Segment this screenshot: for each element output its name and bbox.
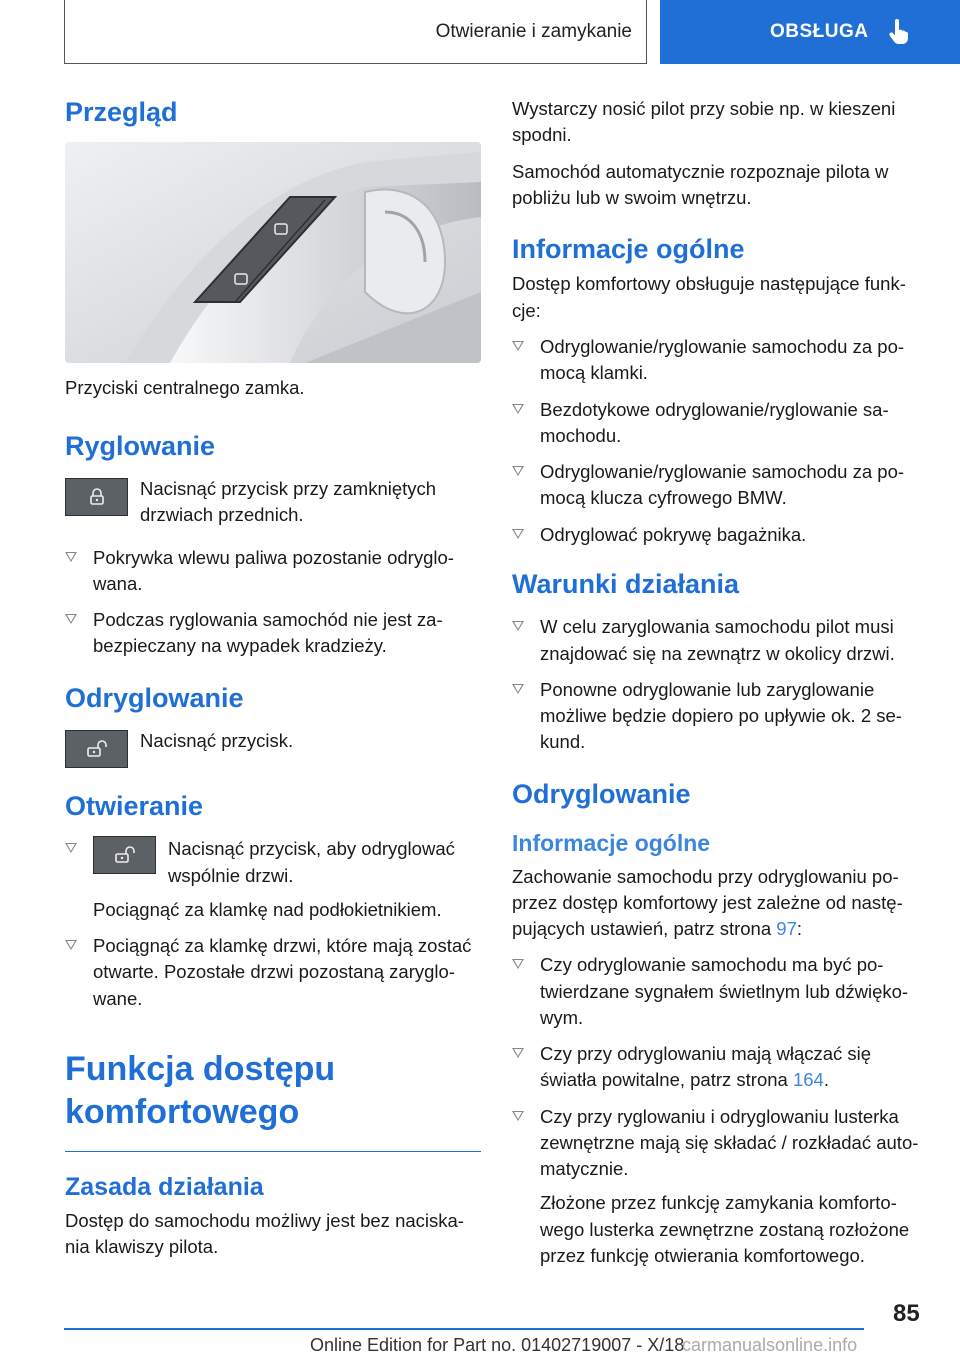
page-link-97[interactable]: 97 <box>776 918 797 940</box>
comfort-unlocking-heading: Odryglowanie <box>512 778 691 809</box>
section-tab-label: OBSŁUGA <box>770 21 869 42</box>
lock-button-text: Nacisnąć przycisk przy zamkniętych drzwiach przednich. <box>140 478 437 526</box>
triangle-bullet-icon <box>512 1111 524 1121</box>
header-box <box>64 0 647 64</box>
unlock-button-text: Nacisnąć przycisk. <box>140 730 294 752</box>
triangle-bullet-icon <box>65 552 77 562</box>
unlock-button-image <box>65 730 128 768</box>
footer-divider <box>64 1328 864 1330</box>
watermark: carmanualsonline.info <box>682 1335 858 1355</box>
door-handle-photo <box>65 142 481 363</box>
list-item: Pokrywka wlewu paliwa pozostanie odryglo-wana. <box>65 545 481 598</box>
list-item: Czy przy odryglowaniu mają włączać się światła powitalne, patrz strona 164. <box>512 1041 926 1094</box>
unlock-button-row <box>65 728 481 768</box>
triangle-bullet-icon <box>65 940 77 950</box>
page-link-164[interactable]: 164 <box>792 1069 824 1091</box>
conditions-list <box>512 614 926 755</box>
triangle-bullet-icon <box>512 466 524 476</box>
list-item: Ponowne odryglowanie lub zaryglowanie możliwe będzie dopiero po upływie ok. 2 se-kund. <box>512 677 926 756</box>
triangle-bullet-icon <box>512 959 524 969</box>
header-title: Otwieranie i zamykanie <box>435 20 632 42</box>
unlock-button-image <box>93 836 156 874</box>
locking-list <box>65 545 481 660</box>
list-item: Odryglowanie/ryglowanie samochodu za po-mocą klamki. <box>512 334 926 387</box>
paragraph: Wystarczy nosić pilot przy sobie np. w kieszeni spodni. <box>512 98 896 146</box>
list-item: Bezdotykowe odryglowanie/ryglowanie sa-mochodu. <box>512 397 926 450</box>
footer-edition: Online Edition for Part no. 01402719007 - X/18 <box>310 1335 685 1355</box>
triangle-bullet-icon <box>65 614 77 624</box>
unlocking-heading: Odryglowanie <box>65 682 244 713</box>
list-item: Czy odryglowanie samochodu ma być po-twierdzane sygnałem świetlnym lub dźwięko-wym. <box>512 952 926 1031</box>
opening-list <box>65 836 481 1012</box>
lock-icon <box>88 488 106 506</box>
list-item: Podczas ryglowania samochód nie jest za-bezpieczany na wypadek kradzieży. <box>65 607 481 660</box>
unlocking-list <box>512 952 926 1269</box>
page-number: 85 <box>893 1300 920 1327</box>
triangle-bullet-icon <box>512 684 524 694</box>
list-item: W celu zaryglowania samochodu pilot musi znajdować się na zewnątrz w okolicy drzwi. <box>512 614 926 667</box>
section-tab[interactable] <box>660 0 960 64</box>
unlock-icon <box>86 740 108 758</box>
unlock-icon <box>114 846 136 864</box>
hand-pointer-icon <box>887 19 909 45</box>
comfort-access-heading: Funkcja dostępu komfortowego <box>65 1050 336 1131</box>
unlocking-intro: Zachowanie samochodu przy odryglowaniu po-przez dostęp komfortowy jest zależne od nastę-pujących ustawień, patrz strona 97: <box>512 865 903 940</box>
triangle-bullet-icon <box>512 404 524 414</box>
triangle-bullet-icon <box>512 529 524 539</box>
right-column <box>512 96 926 1281</box>
image-caption: Przyciski centralnego zamka. <box>65 377 305 399</box>
list-item: Pociągnąć za klamkę drzwi, które mają zostać otwarte. Pozostałe drzwi pozostaną zaryglo-wane. <box>65 933 481 1012</box>
list-item: Czy przy ryglowaniu i odryglowaniu lusterka zewnętrzne mają się składać / rozkładać auto-matycznie. Złożone przez funkcję zamykania komforto-wego lusterka zewnętrzne zostaną rozłożone przez funkcję otwierania komfortowego. <box>512 1104 926 1270</box>
locking-heading: Ryglowanie <box>65 430 216 461</box>
general-intro: Dostęp komfortowy obsługuje następujące funk-cje: <box>512 273 906 321</box>
list-item: Nacisnąć przycisk, aby odryglować wspólnie drzwi. Pociągnąć za klamkę nad podłokietnikiem. <box>65 836 481 923</box>
lock-button-row <box>65 476 481 529</box>
general-info-heading: Informacje ogólne <box>512 234 745 265</box>
paragraph: Samochód automatycznie rozpoznaje pilota w pobliżu lub w swoim wnętrzu. <box>512 160 889 208</box>
opening-heading: Otwieranie <box>65 791 204 822</box>
triangle-bullet-icon <box>512 341 524 351</box>
principle-heading: Zasada działania <box>65 1173 264 1202</box>
list-item: Odryglowanie/ryglowanie samochodu za po-mocą klucza cyfrowego BMW. <box>512 459 926 512</box>
triangle-bullet-icon <box>512 1048 524 1058</box>
list-item: Odryglować pokrywę bagażnika. <box>512 522 926 548</box>
triangle-bullet-icon <box>65 843 77 853</box>
principle-text: Dostęp do samochodu możliwy jest bez naciska-nia klawiszy pilota. <box>65 1210 464 1258</box>
general-list <box>512 334 926 548</box>
overview-heading: Przegląd <box>65 97 178 127</box>
left-column <box>65 96 481 1271</box>
conditions-heading: Warunki działania <box>512 568 740 599</box>
section-divider <box>65 1151 481 1152</box>
triangle-bullet-icon <box>512 621 524 631</box>
lock-button-image <box>65 478 128 516</box>
comfort-general-subheading: Informacje ogólne <box>512 829 711 856</box>
